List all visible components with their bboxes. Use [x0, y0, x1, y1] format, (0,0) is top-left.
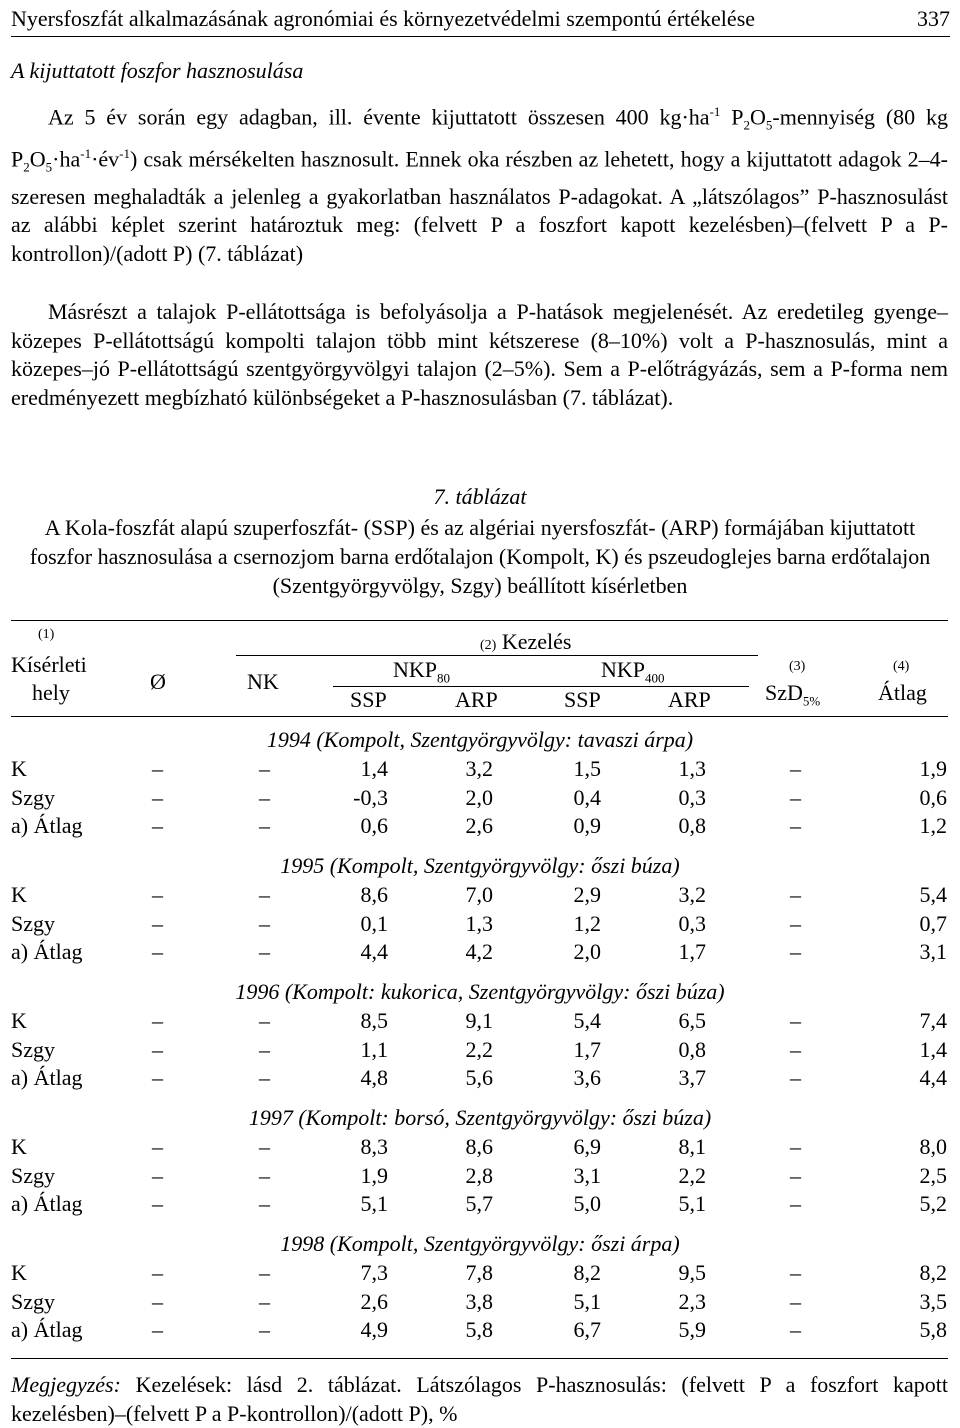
- avg-cell: 5,4: [919, 882, 947, 907]
- value-cell: 1,1: [360, 1036, 388, 1062]
- row-label: K: [11, 882, 27, 907]
- row-label: a) Átlag: [11, 813, 83, 838]
- value-cell: 2,0: [573, 939, 601, 964]
- value-cell: 1,4: [360, 756, 388, 781]
- value-cell: 1,7: [573, 1036, 601, 1062]
- szd-dash: –: [790, 1065, 801, 1090]
- nk-dash: –: [259, 1162, 270, 1188]
- col-nkp80: $NKP_{80}$: [393, 657, 451, 686]
- value-cell: 6,5: [678, 1008, 706, 1033]
- zero-dash: –: [152, 1288, 163, 1314]
- col-zero: Ø: [150, 669, 166, 694]
- zero-dash: –: [152, 784, 163, 810]
- row-label: Szgy: [11, 784, 55, 810]
- value-cell: 3,1: [573, 1162, 601, 1188]
- paragraph-2: Másrészt a talajok P-ellátottsága is befolyásolja a P-hatások megjelenését. Az eredetileg gyenge–közepes P-ellátottságú kompolti talajon több mint kétszerese (8–10%) volt a P-hasznosulás, mint a közepes–jó P-ellátottságú szentgyörgyvölgyi talajon (2–5%). Sem a P-előtrágyázás, sem a P-forma nem eredményezett megbízható különbségeket a P-hasznosulásban (7. táblázat).: [11, 299, 948, 410]
- avg-cell: 1,4: [919, 1036, 947, 1062]
- value-cell: 2,2: [465, 1036, 493, 1062]
- value-cell: 0,3: [678, 910, 706, 936]
- section-title: A kijuttatott foszfor hasznosulása: [11, 58, 304, 83]
- table-number: 7. táblázat: [433, 484, 527, 509]
- col-ssp-80: SSP: [350, 687, 387, 712]
- szd-dash: –: [790, 1134, 801, 1159]
- nk-dash: –: [259, 910, 270, 936]
- zero-dash: –: [152, 1260, 163, 1285]
- nk-dash: –: [259, 1260, 270, 1285]
- value-cell: 5,6: [465, 1065, 493, 1090]
- value-cell: 2,6: [465, 813, 493, 838]
- zero-dash: –: [152, 910, 163, 936]
- col-atlag: Átlag: [878, 680, 927, 705]
- value-cell: 3,2: [465, 756, 493, 781]
- value-cell: 7,3: [360, 1260, 388, 1285]
- zero-dash: –: [152, 1191, 163, 1216]
- avg-cell: 5,8: [919, 1317, 947, 1342]
- avg-cell: 0,6: [919, 784, 947, 810]
- row-label: K: [11, 1008, 27, 1033]
- value-cell: -0,3: [353, 784, 388, 810]
- value-cell: 4,4: [360, 939, 388, 964]
- zero-dash: –: [152, 756, 163, 781]
- avg-cell: 5,2: [919, 1191, 947, 1216]
- year-heading: 1997 (Kompolt: borsó, Szentgyörgyvölgy: őszi búza): [248, 1105, 712, 1130]
- avg-cell: 4,4: [919, 1065, 947, 1090]
- value-cell: 8,6: [360, 882, 388, 907]
- year-heading: 1994 (Kompolt, Szentgyörgyvölgy: tavaszi árpa): [266, 727, 694, 752]
- value-cell: 1,5: [573, 756, 601, 781]
- value-cell: 5,1: [573, 1288, 601, 1314]
- avg-cell: 3,1: [919, 939, 947, 964]
- value-cell: 2,0: [465, 784, 493, 810]
- szd-dash: –: [790, 756, 801, 781]
- szd-dash: –: [790, 1036, 801, 1062]
- zero-dash: –: [152, 939, 163, 964]
- nk-dash: –: [259, 1134, 270, 1159]
- site-col-label-1: Kísérleti: [11, 652, 87, 677]
- szd-dash: –: [790, 939, 801, 964]
- avg-col-number: (4): [893, 659, 910, 674]
- row-label: a) Átlag: [11, 1065, 83, 1090]
- value-cell: 1,9: [360, 1162, 388, 1188]
- table-bottom-rule: [11, 1358, 948, 1359]
- nk-dash: –: [259, 1065, 270, 1090]
- szd-dash: –: [790, 1008, 801, 1033]
- value-cell: 8,3: [360, 1134, 388, 1159]
- szd-dash: –: [790, 1288, 801, 1314]
- zero-dash: –: [152, 1317, 163, 1342]
- value-cell: 0,1: [360, 910, 388, 936]
- row-label: a) Átlag: [11, 1191, 83, 1216]
- szd-dash: –: [790, 1260, 801, 1285]
- row-label: Szgy: [11, 910, 55, 936]
- col-szd: SzD$_{5\%}$: [765, 680, 821, 709]
- avg-cell: 8,2: [919, 1260, 947, 1285]
- value-cell: 0,8: [678, 1036, 706, 1062]
- value-cell: 4,9: [360, 1317, 388, 1342]
- value-cell: 2,9: [573, 882, 601, 907]
- avg-cell: 3,5: [919, 1288, 947, 1314]
- zero-dash: –: [152, 1134, 163, 1159]
- value-cell: 6,9: [573, 1134, 601, 1159]
- value-cell: 2,8: [465, 1162, 493, 1188]
- szd-dash: –: [790, 910, 801, 936]
- col-nk: NK: [247, 669, 279, 694]
- running-title: Nyersfoszfát alkalmazásának agronómiai és környezetvédelmi szempontú értékelése: [11, 6, 756, 31]
- value-cell: 5,0: [573, 1191, 601, 1216]
- value-cell: 7,0: [465, 882, 493, 907]
- nk-dash: –: [259, 756, 270, 781]
- row-label: a) Átlag: [11, 939, 83, 964]
- value-cell: 3,8: [465, 1288, 493, 1314]
- table-caption: A Kola-foszfát alapú szuperfoszfát- (SSP) és az algériai nyersfoszfát- (ARP) formájában kijuttatott foszfor hasznosulása a csernozjom barna erdőtalajon (Kompolt, K) és pszeudoglejes barna erdőtalajon (Szentgyörgyvölgy, Szgy) beállított kísérletben: [29, 515, 931, 598]
- zero-dash: –: [152, 1008, 163, 1033]
- col-ssp-400: SSP: [564, 687, 601, 712]
- nk-dash: –: [259, 1317, 270, 1342]
- szd-dash: –: [790, 882, 801, 907]
- row-label: Szgy: [11, 1036, 55, 1062]
- col-nkp400: $NKP_{400}$: [601, 657, 665, 686]
- year-heading: 1996 (Kompolt: kukorica, Szentgyörgyvölgy: őszi búza): [235, 979, 725, 1004]
- value-cell: 7,8: [465, 1260, 493, 1285]
- value-cell: 1,3: [465, 910, 493, 936]
- nk-dash: –: [259, 784, 270, 810]
- nk-dash: –: [259, 939, 270, 964]
- value-cell: 6,7: [573, 1317, 601, 1342]
- table-top-rule: [11, 620, 948, 621]
- szd-dash: –: [790, 1191, 801, 1216]
- avg-cell: 2,5: [919, 1162, 947, 1188]
- value-cell: 2,2: [678, 1162, 706, 1188]
- nk-dash: –: [259, 1036, 270, 1062]
- value-cell: 1,7: [678, 939, 706, 964]
- running-header: [11, 2, 950, 37]
- value-cell: 4,8: [360, 1065, 388, 1090]
- kezeles-header: (2) Kezelés: [480, 629, 572, 654]
- value-cell: 5,7: [465, 1191, 493, 1216]
- row-label: a) Átlag: [11, 1317, 83, 1342]
- value-cell: 5,4: [573, 1008, 601, 1033]
- value-cell: 5,1: [678, 1191, 706, 1216]
- szd-dash: –: [790, 1317, 801, 1342]
- value-cell: 0,9: [573, 813, 601, 838]
- value-cell: 0,4: [573, 784, 601, 810]
- header-bottom-rule: [11, 716, 948, 717]
- row-label: K: [11, 1134, 27, 1159]
- row-label: Szgy: [11, 1162, 55, 1188]
- col-arp-400: ARP: [668, 687, 711, 712]
- value-cell: 3,6: [573, 1065, 601, 1090]
- site-col-label-2: hely: [32, 680, 70, 705]
- row-label: Szgy: [11, 1288, 55, 1314]
- year-heading: 1998 (Kompolt, Szentgyörgyvölgy: őszi árpa): [280, 1231, 680, 1256]
- value-cell: 8,5: [360, 1008, 388, 1033]
- value-cell: 2,6: [360, 1288, 388, 1314]
- value-cell: 1,2: [573, 910, 601, 936]
- value-cell: 9,1: [465, 1008, 493, 1033]
- avg-cell: 1,2: [919, 813, 947, 838]
- value-cell: 9,5: [678, 1260, 706, 1285]
- value-cell: 8,2: [573, 1260, 601, 1285]
- zero-dash: –: [152, 813, 163, 838]
- nk-dash: –: [259, 1288, 270, 1314]
- value-cell: 2,3: [678, 1288, 706, 1314]
- value-cell: 1,3: [678, 756, 706, 781]
- zero-dash: –: [152, 1162, 163, 1188]
- szd-dash: –: [790, 1162, 801, 1188]
- nk-dash: –: [259, 1191, 270, 1216]
- zero-dash: –: [152, 882, 163, 907]
- value-cell: 5,1: [360, 1191, 388, 1216]
- page-number: 337: [917, 6, 950, 31]
- year-heading: 1995 (Kompolt, Szentgyörgyvölgy: őszi búza): [280, 853, 680, 878]
- zero-dash: –: [152, 1036, 163, 1062]
- value-cell: 8,1: [678, 1134, 706, 1159]
- nk-dash: –: [259, 813, 270, 838]
- value-cell: 5,9: [678, 1317, 706, 1342]
- site-col-number: (1): [38, 627, 55, 642]
- table-note: Megjegyzés: Kezelések: lásd 2. táblázat. Látszólagos P-hasznosulás: (felvett P a foszfort kapott kezelésben)–(felvett P a P-kontrollon)/(adott P), %: [11, 1372, 948, 1426]
- nk-dash: –: [259, 882, 270, 907]
- value-cell: 4,2: [465, 939, 493, 964]
- szd-col-number: (3): [789, 659, 806, 674]
- avg-cell: 8,0: [919, 1134, 947, 1159]
- avg-cell: 7,4: [919, 1008, 947, 1033]
- row-label: K: [11, 756, 27, 781]
- row-label: K: [11, 1260, 27, 1285]
- szd-dash: –: [790, 784, 801, 810]
- col-arp-80: ARP: [455, 687, 498, 712]
- avg-cell: 1,9: [919, 756, 947, 781]
- value-cell: 3,2: [678, 882, 706, 907]
- paragraph-1: Az 5 év során egy adagban, ill. évente kijuttatott összesen 400 $kg\cdot ha^{-1}$ $P_2O_5$-mennyiség (80 kg $P_2O_5\cdot ha^{-1}\cdot év^{-1}$) csak mérsékelten hasznosult. Ennek oka részben az lehetett, hogy a kijuttatott adagok 2–4-szeresen meghaladták a jelenleg a gyakorlatban használatos P-adagokat. A „látszólagos” P-hasznosulást az alábbi képlet szerint határoztuk meg: (felvett P a foszfort kapott kezelésben)–(felvett P a P-kontrollon)/(adott P) (7. táblázat): [11, 104, 948, 266]
- value-cell: 0,6: [360, 813, 388, 838]
- szd-dash: –: [790, 813, 801, 838]
- value-cell: 5,8: [465, 1317, 493, 1342]
- value-cell: 3,7: [678, 1065, 706, 1090]
- nk-dash: –: [259, 1008, 270, 1033]
- kezeles-underline: [236, 655, 758, 656]
- zero-dash: –: [152, 1065, 163, 1090]
- value-cell: 0,3: [678, 784, 706, 810]
- avg-cell: 0,7: [919, 910, 947, 936]
- value-cell: 8,6: [465, 1134, 493, 1159]
- value-cell: 0,8: [678, 813, 706, 838]
